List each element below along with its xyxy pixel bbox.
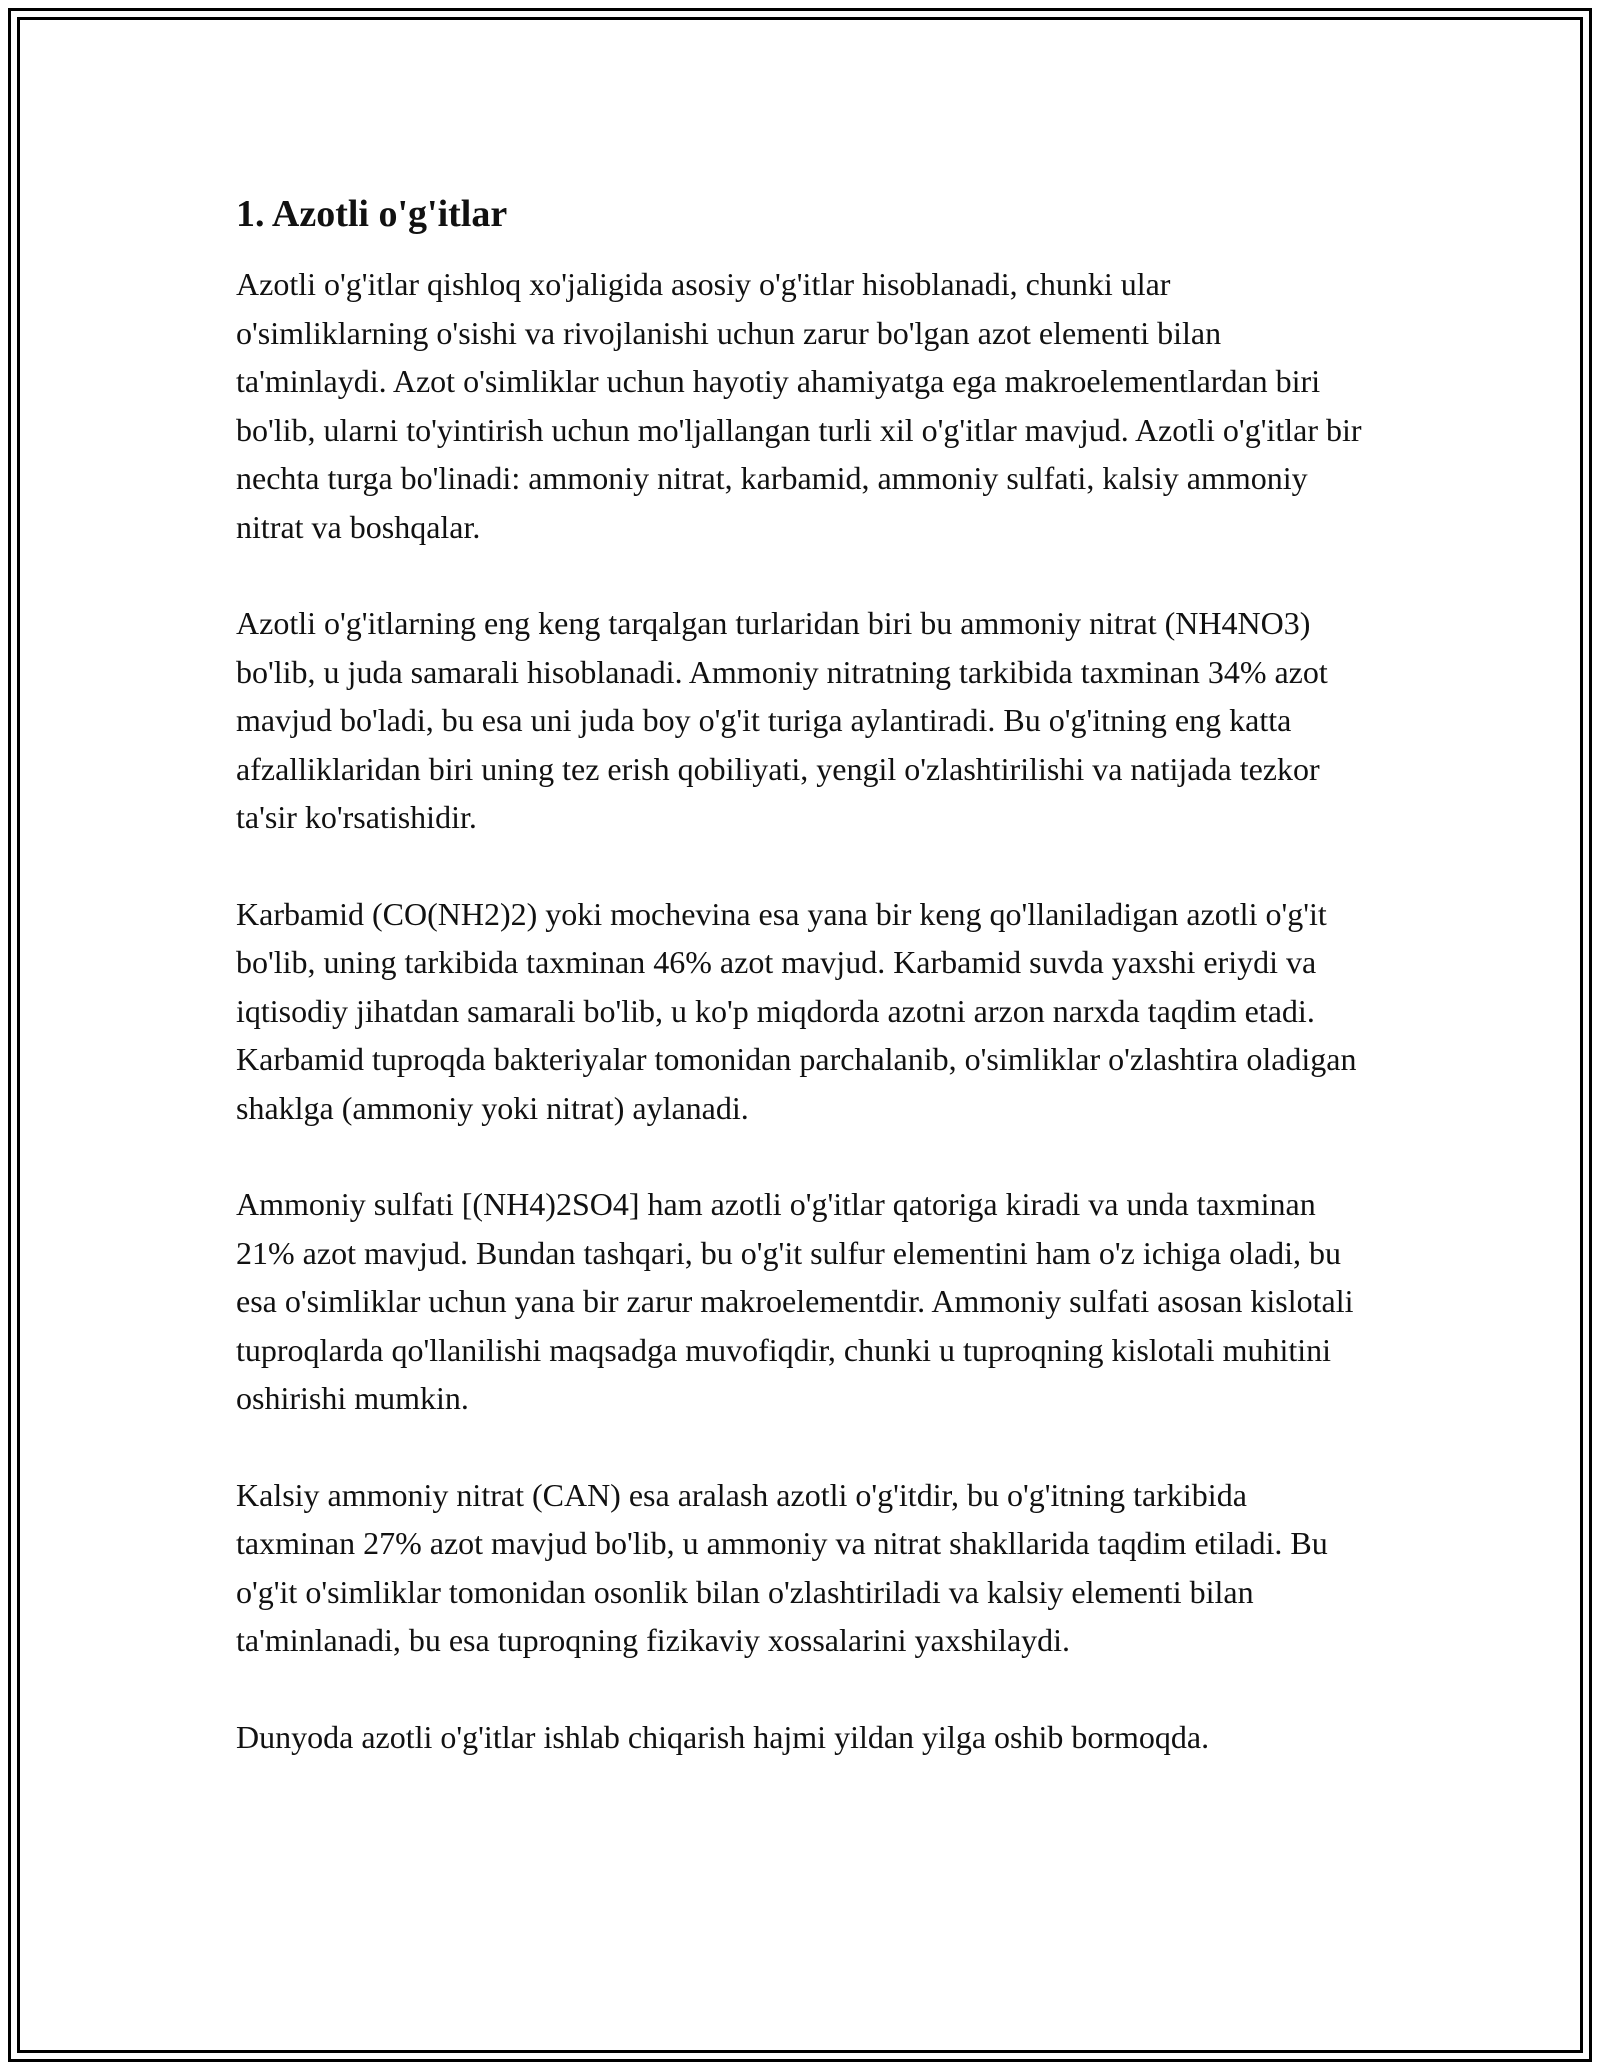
paragraph-ammonium-sulfate: Ammoniy sulfati [(NH4)2SO4] ham azotli o'g'itlar qatoriga kiradi va unda taxminan 21% azot mavjud. Bundan tashqari, bu o'g'it sulfur elementini ham o'z ichiga oladi, bu esa o'simliklar uchun yana bir zarur makroelementdir. Ammoniy sulfati asosan kislotali tuproqlarda qo'llanilishi maqsadga muvofiqdir, chunki u tuproqning kislotali muhitini oshirishi mumkin.: [236, 1186, 1354, 1416]
document-body: [236, 190, 1366, 1809]
paragraph-conclusion: Dunyoda azotli o'g'itlar ishlab chiqarish hajmi yildan yilga oshib bormoqda.: [236, 1718, 1210, 1755]
paragraph-urea: Karbamid (CO(NH2)2) yoki mochevina esa yana bir keng qo'llaniladigan azotli o'g'it bo'lib, uning tarkibida taxminan 46% azot mavjud. Karbamid suvda yaxshi eriydi va iqtisodiy jihatdan samarali bo'lib, u ko'p miqdorda azotni arzon narxda taqdim etadi. Karbamid tuproqda bakteriyalar tomonidan parchalanib, o'simliklar o'zlashtira oladigan shaklga (ammoniy yoki nitrat) aylanadi.: [236, 895, 1357, 1126]
paragraph-ammonium-nitrate: Azotli o'g'itlarning eng keng tarqalgan turlaridan biri bu ammoniy nitrat (NH4NO3) bo'lib, u juda samarali hisoblanadi. Ammoniy nitratning tarkibida taxminan 34% azot mavjud bo'ladi, bu esa uni juda boy o'g'it turiga aylantiradi. Bu o'g'itning eng katta afzalliklaridan biri uning tez erish qobiliyati, yengil o'zlashtirilishi va natijada tezkor ta'sir ko'rsatishidir.: [236, 605, 1328, 835]
section-heading: 1. Azotli o'g'itlar: [236, 193, 508, 235]
paragraph-intro: Azotli o'g'itlar qishloq xo'jaligida asosiy o'g'itlar hisoblanadi, chunki ular o'simliklarning o'sishi va rivojlanishi uchun zarur bo'lgan azot elementi bilan ta'minlaydi. Azot o'simliklar uchun hayotiy ahamiyatga ega makroelementlardan biri bo'lib, ularni to'yintirish uchun mo'ljallangan turli xil o'g'itlar mavjud. Azotli o'g'itlar bir nechta turga bo'linadi: ammoniy nitrat, karbamid, ammoniy sulfati, kalsiy ammoniy nitrat va boshqalar.: [236, 266, 1362, 545]
paragraph-can: Kalsiy ammoniy nitrat (CAN) esa aralash azotli o'g'itdir, bu o'g'itning tarkibida taxminan 27% azot mavjud bo'lib, u ammoniy va nitrat shakllarida taqdim etiladi. Bu o'g'it o'simliklar tomonidan osonlik bilan o'zlashtiriladi va kalsiy elementi bilan ta'minlanadi, bu esa tuproqning fizikaviy xossalarini yaxshilaydi.: [236, 1476, 1328, 1658]
